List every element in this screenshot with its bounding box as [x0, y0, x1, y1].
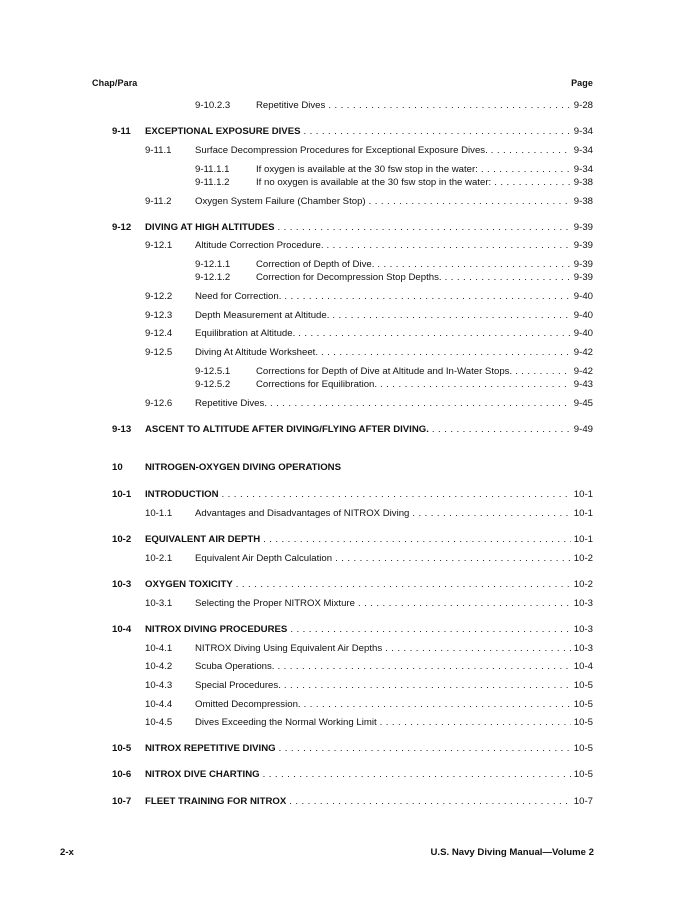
toc-entry-page: 9-34 [573, 145, 593, 156]
toc-entry-title: If no oxygen is available at the 30 fsw stop in the water: [256, 177, 492, 188]
leader-dots [491, 145, 571, 157]
toc-entry-title: Equivalent Air Depth Calculation [195, 553, 333, 564]
toc-entry-title: EQUIVALENT AIR DEPTH [145, 534, 261, 545]
toc-entry-number: 9-12.1.2 [195, 272, 231, 283]
toc-entry-title: NITROX REPETITIVE DIVING [145, 743, 276, 754]
toc-entry-title: EXCEPTIONAL EXPOSURE DIVES [145, 126, 301, 137]
toc-entry-number: 9-13 [112, 424, 132, 435]
toc-entry-page: 9-42 [573, 366, 593, 377]
toc-entry-title: Correction of Depth of Dive. [256, 259, 375, 270]
toc-entry-page: 9-39 [573, 222, 593, 233]
toc-entry-title: INTRODUCTION [145, 489, 219, 500]
toc-entry-number: 10-4.3 [145, 680, 173, 691]
toc-entry-number: 9-12.5.2 [195, 379, 231, 390]
leader-dots [335, 553, 571, 565]
leader-dots [412, 508, 570, 520]
toc-entry-number: 9-12.1.1 [195, 259, 231, 270]
toc-entry-page: 9-43 [573, 379, 593, 390]
toc-entry-title: Repetitive Dives [256, 100, 326, 111]
toc-entry-page: 9-39 [573, 259, 593, 270]
leader-dots [481, 164, 571, 176]
leader-dots [494, 177, 571, 189]
toc-entry-page: 10-4 [573, 661, 593, 672]
leader-dots [515, 366, 571, 378]
toc-entry-page: 10-3 [573, 643, 593, 654]
toc-entry-page: 9-34 [573, 164, 593, 175]
toc-entry-number: 9-11 [112, 126, 131, 137]
toc-entry-page: 9-45 [573, 398, 593, 409]
toc-entry-number: 10-5 [112, 743, 132, 754]
toc-entry-title: NITROX Diving Using Equivalent Air Depths [195, 643, 383, 654]
leader-dots [304, 699, 571, 711]
toc-entry-title: Repetitive Dives. [195, 398, 267, 409]
toc-entry-number: 9-11.1.2 [195, 177, 230, 188]
toc-entry-page: 9-49 [573, 424, 593, 435]
toc-entry-title: Selecting the Proper NITROX Mixture [195, 598, 355, 609]
leader-dots [270, 398, 571, 410]
toc-entry-page: 10-2 [573, 553, 593, 564]
leader-dots [289, 796, 571, 808]
leader-dots [278, 222, 571, 234]
leader-dots [290, 624, 570, 636]
toc-entry-page: 10-2 [573, 579, 593, 590]
toc-entry-page: 9-38 [573, 196, 593, 207]
toc-entry-page: 10-3 [573, 624, 593, 635]
leader-dots [358, 598, 571, 610]
toc-entry-title: Equilibration at Altitude. [195, 328, 296, 339]
toc-entry-title: FLEET TRAINING FOR NITROX [145, 796, 287, 807]
toc-entry-number: 9-12.5 [145, 347, 173, 358]
leader-dots [332, 310, 570, 322]
leader-dots [304, 126, 571, 138]
toc-entry-page: 9-40 [573, 291, 593, 302]
toc-entry-title: Depth Measurement at Altitude. [195, 310, 330, 321]
toc-entry-number: 10-4.5 [145, 717, 173, 728]
toc-entry-page: 10-5 [573, 743, 593, 754]
toc-entry-title: Corrections for Depth of Dive at Altitude and In-Water Stops. [256, 366, 513, 377]
toc-entry-number: 10-2 [112, 534, 132, 545]
leader-dots [328, 100, 570, 112]
toc-entry-number: 9-10.2.3 [195, 100, 231, 111]
toc-entry-title: Correction for Decompression Stop Depths. [256, 272, 442, 283]
toc-entry-title: Oxygen System Failure (Chamber Stop) [195, 196, 366, 207]
toc-entry-title: NITROX DIVING PROCEDURES [145, 624, 288, 635]
toc-entry-page: 10-7 [573, 796, 593, 807]
leader-dots [445, 272, 571, 284]
toc-entry-title: If oxygen is available at the 30 fsw stop in the water: [256, 164, 478, 175]
toc-entry-title: Advantages and Disadvantages of NITROX Diving [195, 508, 410, 519]
leader-dots [380, 379, 571, 391]
toc-entry-page: 10-1 [573, 489, 593, 500]
toc-entry-number: 10-1 [112, 489, 132, 500]
toc-entry-number: 9-12.6 [145, 398, 173, 409]
footer-manual-title: U.S. Navy Diving Manual—Volume 2 [430, 847, 594, 858]
toc-entry-number: 9-11.1 [145, 145, 172, 156]
toc-entry-number: 10-4.4 [145, 699, 173, 710]
toc-entry-page: 9-39 [573, 272, 593, 283]
toc-entry-number: 9-12.2 [145, 291, 173, 302]
toc-entry-page: 9-28 [573, 100, 593, 111]
toc-entry-page: 10-1 [573, 534, 593, 545]
toc-entry-number: 10-3.1 [145, 598, 173, 609]
toc-entry-number: 9-11.1.1 [195, 164, 230, 175]
leader-dots [222, 489, 571, 501]
leader-dots [298, 328, 571, 340]
toc-entry-page: 10-5 [573, 717, 593, 728]
toc-entry-number: 9-12.1 [145, 240, 173, 251]
toc-entry-title: NITROX DIVE CHARTING [145, 769, 260, 780]
toc-entry-title: Scuba Operations. [195, 661, 275, 672]
toc-chapter-title: NITROGEN-OXYGEN DIVING OPERATIONS [145, 462, 341, 473]
toc-entry-title: Altitude Correction Procedure. [195, 240, 324, 251]
toc-entry-page: 10-5 [573, 769, 593, 780]
leader-dots [277, 661, 570, 673]
toc-entry-page: 10-5 [573, 680, 593, 691]
toc-entry-number: 9-12.5.1 [195, 366, 231, 377]
toc-entry-number: 10-4.1 [145, 643, 173, 654]
leader-dots [236, 579, 571, 591]
leader-dots [284, 291, 570, 303]
toc-entry-number: 9-11.2 [145, 196, 172, 207]
toc-entry-page: 9-39 [573, 240, 593, 251]
leader-dots [263, 769, 571, 781]
toc-entry-title: Special Procedures. [195, 680, 281, 691]
toc-entry-page: 10-5 [573, 699, 593, 710]
toc-entry-title: OXYGEN TOXICITY [145, 579, 233, 590]
leader-dots [321, 347, 571, 359]
toc-entry-page: 9-40 [573, 310, 593, 321]
leader-dots [279, 743, 571, 755]
toc-entry-page: 10-1 [573, 508, 593, 519]
leader-dots [377, 259, 570, 271]
toc-entry-page: 9-34 [573, 126, 593, 137]
toc-entry-number: 10-7 [112, 796, 132, 807]
leader-dots [385, 643, 571, 655]
toc-entry-number: 10-3 [112, 579, 132, 590]
toc-entry-number: 10-2.1 [145, 553, 173, 564]
footer-page-number: 2-x [60, 847, 74, 858]
toc-entry-page: 10-3 [573, 598, 593, 609]
header-chap-para: Chap/Para [92, 78, 138, 88]
toc-entry-page: 9-40 [573, 328, 593, 339]
toc-entry-title: Dives Exceeding the Normal Working Limit [195, 717, 377, 728]
toc-entry-page: 9-42 [573, 347, 593, 358]
leader-dots [380, 717, 571, 729]
toc-entry-title: DIVING AT HIGH ALTITUDES [145, 222, 275, 233]
toc-entry-title: Omitted Decompression. [195, 699, 301, 710]
toc-entry-number: 10-6 [112, 769, 132, 780]
toc-entry-number: 10-4.2 [145, 661, 173, 672]
toc-entry-number: 10-4 [112, 624, 132, 635]
toc-entry-title: Need for Correction. [195, 291, 282, 302]
toc-entry-title: Diving At Altitude Worksheet. [195, 347, 319, 358]
toc-entry-number: 9-12.3 [145, 310, 173, 321]
toc-entry-title: ASCENT TO ALTITUDE AFTER DIVING/FLYING AFTER DIVING. [145, 424, 429, 435]
toc-chapter-number: 10 [112, 462, 123, 473]
leader-dots [432, 424, 571, 436]
leader-dots [284, 680, 571, 692]
toc-entry-number: 9-12.4 [145, 328, 173, 339]
toc-entry-title: Corrections for Equilibration. [256, 379, 378, 390]
toc-entry-number: 9-12 [112, 222, 132, 233]
toc-entry-page: 9-38 [573, 177, 593, 188]
toc-entry-title: Surface Decompression Procedures for Exceptional Exposure Dives. [195, 145, 488, 156]
leader-dots [263, 534, 571, 546]
leader-dots [327, 240, 571, 252]
leader-dots [369, 196, 571, 208]
toc-entry-number: 10-1.1 [145, 508, 173, 519]
header-page: Page [571, 78, 593, 88]
